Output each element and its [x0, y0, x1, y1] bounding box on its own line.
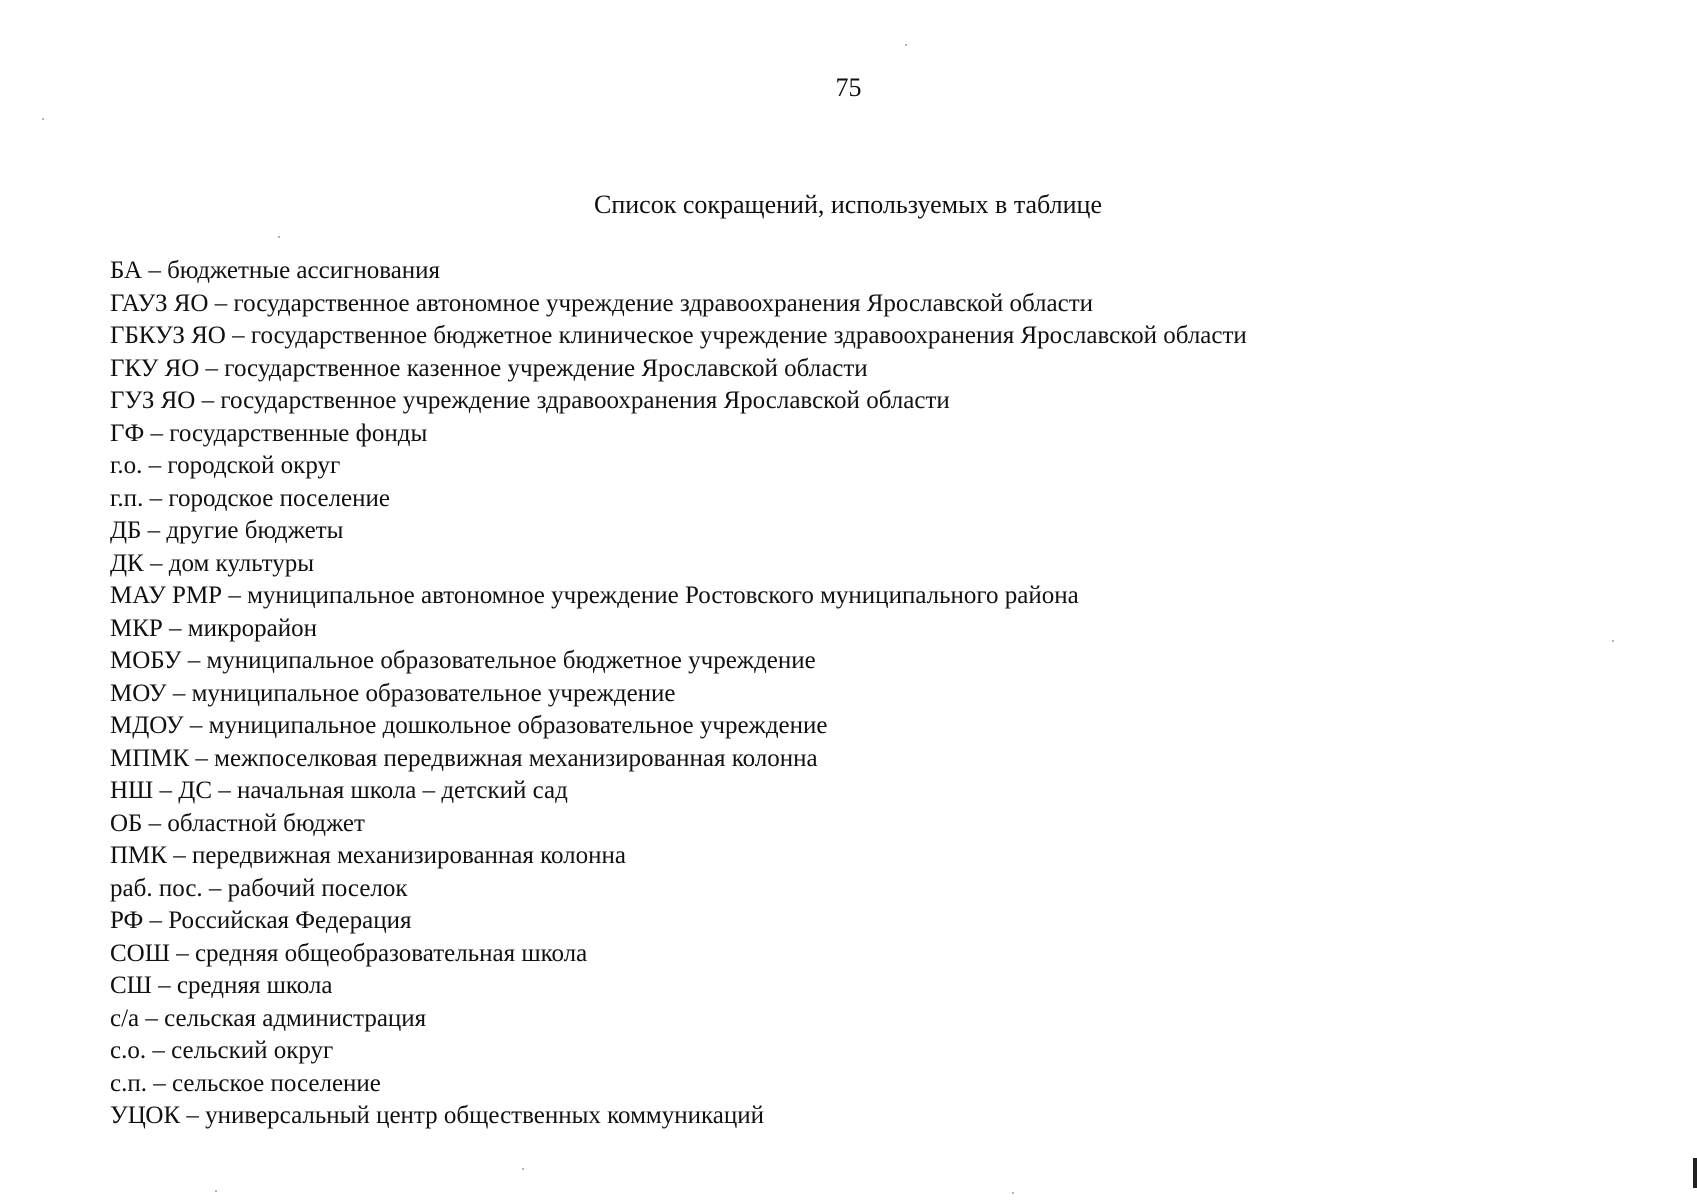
- abbreviation-item: МПМК – межпоселковая передвижная механизированная колонна: [110, 744, 818, 772]
- scan-speck: [1012, 1192, 1014, 1194]
- abbreviation-item: с.о. – сельский округ: [110, 1037, 334, 1064]
- abbreviation-item: ГФ – государственные фонды: [110, 419, 428, 447]
- abbreviation-item: ГУЗ ЯО – государственное учреждение здравоохранения Ярославской области: [110, 387, 950, 414]
- document-title: Список сокращений, используемых в таблице: [594, 190, 1102, 219]
- abbreviation-item: МДОУ – муниципальное дошкольное образовательное учреждение: [110, 712, 828, 739]
- abbreviation-item: РФ – Российская Федерация: [110, 907, 412, 934]
- abbreviation-item: раб. пос. – рабочий поселок: [110, 874, 408, 902]
- abbreviation-item: МКР – микрорайон: [110, 614, 318, 642]
- abbreviation-item: БА – бюджетные ассигнования: [110, 257, 441, 284]
- abbreviation-item: ГКУ ЯО – государственное казенное учреждение Ярославской области: [110, 354, 868, 382]
- abbreviation-item: ДК – дом культуры: [110, 549, 315, 577]
- abbreviation-item: г.о. – городской округ: [110, 452, 341, 479]
- scan-speck: [278, 236, 280, 238]
- abbreviation-list: [110, 255, 1247, 1133]
- abbreviation-item: ПМК – передвижная механизированная колонна: [110, 842, 627, 869]
- abbreviation-item: МОУ – муниципальное образовательное учреждение: [110, 679, 676, 707]
- abbreviation-item: СОШ – средняя общеобразовательная школа: [110, 939, 588, 967]
- scan-speck: [215, 1190, 217, 1192]
- abbreviation-item: с.п. – сельское поселение: [110, 1069, 381, 1097]
- scan-speck: [42, 118, 44, 120]
- page-number: 75: [835, 73, 862, 102]
- abbreviation-item: ОБ – областной бюджет: [110, 809, 365, 837]
- abbreviation-item: МАУ РМР – муниципальное автономное учреждение Ростовского муниципального района: [110, 582, 1079, 609]
- abbreviation-item: МОБУ – муниципальное образовательное бюджетное учреждение: [110, 647, 816, 674]
- scan-speck: [522, 1168, 524, 1170]
- abbreviation-item: ГАУЗ ЯО – государственное автономное учреждение здравоохранения Ярославской области: [110, 289, 1094, 317]
- abbreviation-item: с/а – сельская администрация: [110, 1004, 427, 1032]
- abbreviation-item: НШ – ДС – начальная школа – детский сад: [110, 777, 568, 804]
- abbreviation-item: СШ – средняя школа: [110, 972, 333, 999]
- abbreviation-item: ДБ – другие бюджеты: [110, 517, 344, 544]
- abbreviation-item: г.п. – городское поселение: [110, 484, 390, 512]
- abbreviation-item: ГБКУЗ ЯО – государственное бюджетное клиническое учреждение здравоохранения Ярославской области: [110, 322, 1247, 349]
- scan-edge-mark: [1693, 1158, 1697, 1188]
- abbreviation-item: УЦОК – универсальный центр общественных коммуникаций: [110, 1102, 764, 1129]
- scan-speck: [1612, 640, 1614, 642]
- scan-speck: [905, 44, 907, 46]
